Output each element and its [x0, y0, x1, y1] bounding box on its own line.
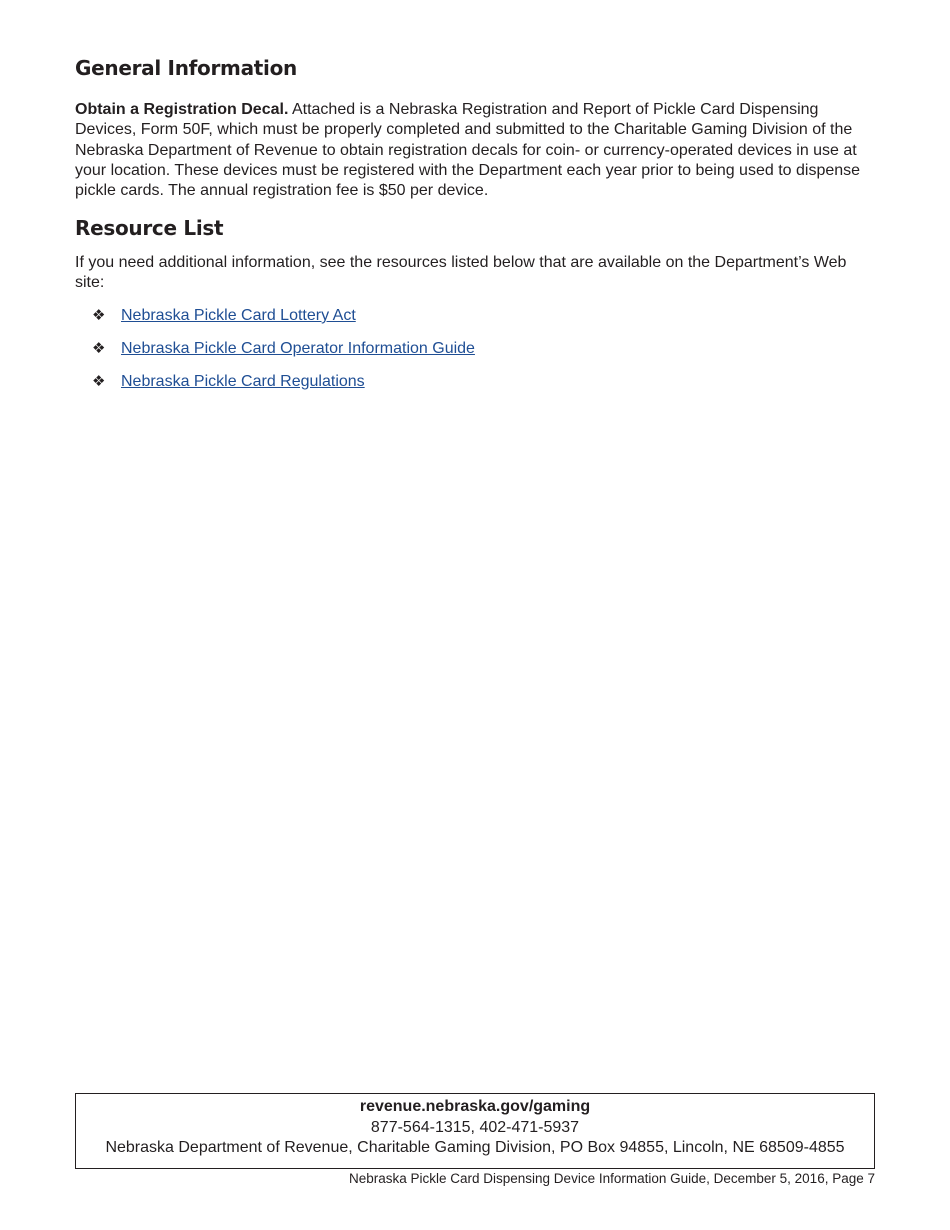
resource-list-item — [75, 338, 875, 371]
link-pickle-card-lottery-act[interactable]: Nebraska Pickle Card Lottery Act — [121, 307, 356, 324]
registration-decal-paragraph — [75, 100, 875, 201]
diamond-bullet-icon: ❖ — [92, 340, 106, 357]
diamond-bullet-icon: ❖ — [92, 307, 106, 324]
contact-box — [75, 1093, 875, 1169]
resource-list-item — [75, 305, 875, 338]
general-information-heading: General Information — [75, 56, 297, 80]
link-operator-information-guide[interactable]: Nebraska Pickle Card Operator Information Guide — [121, 340, 475, 357]
page-footer: Nebraska Pickle Card Dispensing Device Information Guide, December 5, 2016, Page 7 — [348, 1171, 875, 1186]
resource-list-heading: Resource List — [75, 216, 224, 240]
resource-intro-paragraph: If you need additional information, see the resources listed below that are available on the Department’s Web site: — [75, 254, 847, 292]
resource-list-item — [75, 371, 875, 404]
diamond-bullet-icon: ❖ — [92, 373, 106, 390]
contact-website-url[interactable]: revenue.nebraska.gov/gaming — [359, 1098, 591, 1115]
contact-phone-numbers: 877-564-1315, 402-471-5937 — [370, 1118, 580, 1136]
registration-decal-text: Attached is a Nebraska Registration and Report of Pickle Card Dispensing Devices, Form 50F, which must be properly completed and submitted to the Charitable Gaming Division of the Nebraska Department of Revenue to obtain registration decals for coin- or currency-operated devices in use at your location. These devices must be registered with the Department each year prior to being used to dispense pickle cards. The annual registration fee is $50 per device. — [75, 101, 861, 200]
contact-mailing-address: Nebraska Department of Revenue, Charitable Gaming Division, PO Box 94855, Lincoln, NE 68509-4855 — [105, 1139, 845, 1156]
resource-list — [75, 305, 875, 404]
registration-decal-lead: Obtain a Registration Decal. — [75, 101, 289, 118]
document-page — [75, 0, 875, 1230]
link-pickle-card-regulations[interactable]: Nebraska Pickle Card Regulations — [121, 373, 365, 390]
